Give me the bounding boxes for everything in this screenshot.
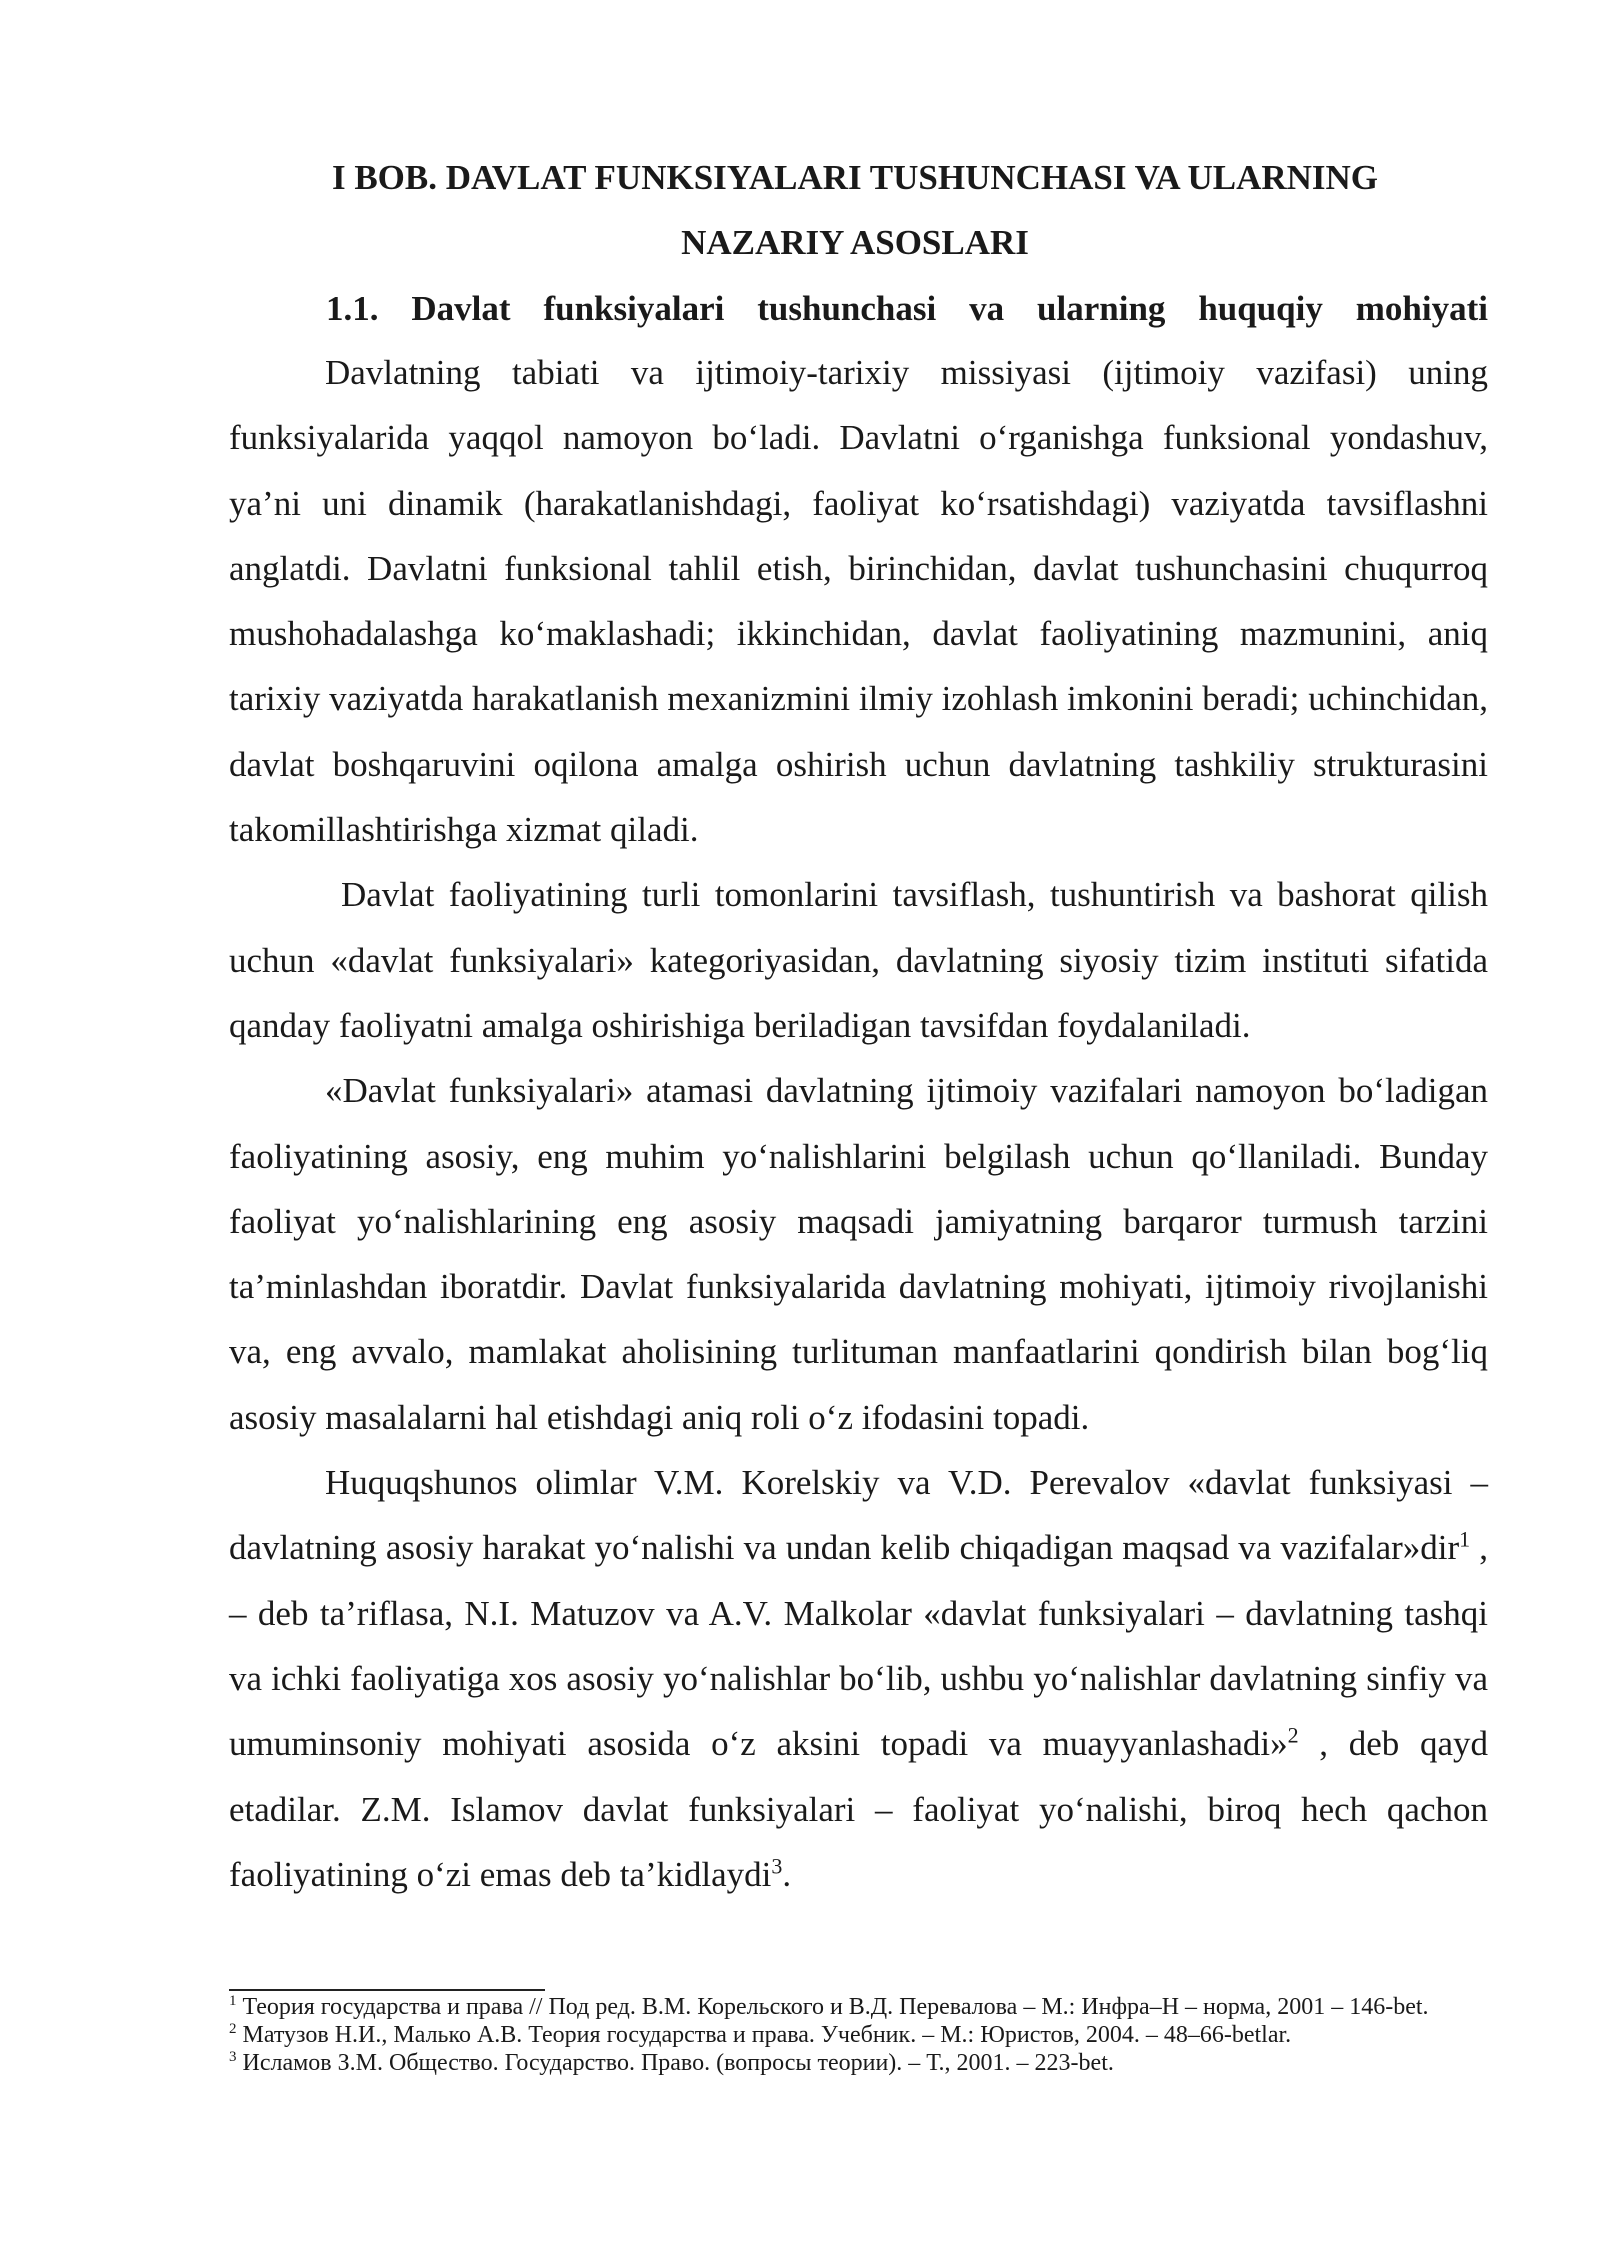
paragraph-4-part-1: Huquqshunos olimlar V.M. Korelskiy va V.D. Perevalov «davlat funksiyasi – davlatning asosiy harakat yo‘nalishi va undan kelib chiqadigan maqsad va vazifalar»dir xyxy=(229,1463,1488,1568)
paragraph-4-part-2: , – deb ta’riflasa, N.I. Matuzov va A.V. Malkolar «davlat funksiyalari – davlatning tashqi va ichki faoliyatiga xos asosiy yo‘nalishlar bo‘lib, ushbu yo‘nalishlar davlatning sinfiy va umuminsoniy mohiyati asosida o‘z aksini topadi va muayyanlashadi» xyxy=(229,1528,1488,1764)
footnote-ref-2: 2 xyxy=(1287,1722,1299,1748)
chapter-title-line-2: NAZARIY ASOSLARI xyxy=(681,223,1029,262)
footnote-ref-3: 3 xyxy=(771,1853,783,1879)
footnote-2-number: 2 xyxy=(229,2021,237,2037)
footnote-ref-1: 1 xyxy=(1459,1526,1471,1552)
footnote-1-text: Теория государства и права // Под ред. В.М. Корельского и В.Д. Перевалова – М.: Инфра–Н – норма, 2001 – 146-bet. xyxy=(236,1994,1429,2020)
paragraph-3: «Davlat funksiyalari» atamasi davlatning ijtimoiy vazifalari namoyon bo‘ladigan faoliyatining asosiy, eng muhim yo‘nalishlarini belgilash uchun qo‘llaniladi. Bunday faoliyat yo‘nalishlarining eng asosiy maqsadi jamiyatning barqaror turmush tarzini ta’minlashdan iboratdir. Davlat funksiyalarida davlatning mohiyati, ijtimoiy rivojlanishi va, eng avvalo, mamlakat aholisining turlituman manfaatlarini qondirish bilan bog‘liq asosiy masalalarni hal etishdagi aniq roli o‘z ifodasini topadi. xyxy=(229,1071,1488,1437)
paragraph-4-part-4: . xyxy=(782,1854,792,1894)
footnote-1 xyxy=(229,1993,1488,2021)
footnote-1-number: 1 xyxy=(229,1993,237,2009)
footnote-3-text: Исламов З.М. Общество. Государство. Право. (вопросы теории). – Т., 2001. – 223-bet. xyxy=(236,2050,1114,2076)
footnotes xyxy=(229,1993,1488,2077)
paragraph-4 xyxy=(229,1450,1488,1907)
body-text xyxy=(229,340,1488,1907)
paragraph-2: Davlat faoliyatining turli tomonlarini tavsiflash, tushuntirish va bashorat qilish uchun «davlat funksiyalari» kategoriyasidan, davlatning siyosiy tizim instituti sifatida qanday faoliyatni amalga oshirishiga beriladigan tavsifdan foydalaniladi. xyxy=(229,875,1488,1045)
footnote-3 xyxy=(229,2049,1488,2077)
footnote-2-text: Матузов Н.И., Малько А.В. Теория государства и права. Учебник. – М.: Юристов, 2004. – 48–66-betlar. xyxy=(236,2022,1292,2048)
paragraph-1: Davlatning tabiati va ijtimoiy-tarixiy missiyasi (ijtimoiy vazifasi) uning funksiyalarida yaqqol namoyon bo‘ladi. Davlatni o‘rganishga funksional yondashuv, ya’ni uni dinamik (harakatlanishdagi, faoliyat ko‘rsatishdagi) vaziyatda tavsiflashni anglatdi. Davlatni funksional tahlil etish, birinchidan, davlat tushunchasini chuqurroq mushohadalashga ko‘maklashadi; ikkinchidan, davlat faoliyatining mazmunini, aniq tarixiy vaziyatda harakatlanish mexanizmini ilmiy izohlash imkonini beradi; uchinchidan, davlat boshqaruvini oqilona amalga oshirish uchun davlatning tashkiliy strukturasini takomillashtirishga xizmat qiladi. xyxy=(229,353,1488,850)
section-title: 1.1. Davlat funksiyalari tushunchasi va ularning huquqiy mohiyati xyxy=(326,289,1488,328)
footnote-3-number: 3 xyxy=(229,2049,237,2065)
paragraph-4-part-3: , deb qayd etadilar. Z.M. Islamov davlat funksiyalari – faoliyat yo‘nalishi, biroq hech qachon faoliyatining o‘zi emas deb ta’kidlaydi xyxy=(229,1724,1488,1894)
footnote-2 xyxy=(229,2021,1488,2049)
chapter-title-line-1: I BOB. DAVLAT FUNKSIYALARI TUSHUNCHASI VA ULARNING xyxy=(331,158,1379,197)
footnote-separator xyxy=(229,1989,545,1991)
